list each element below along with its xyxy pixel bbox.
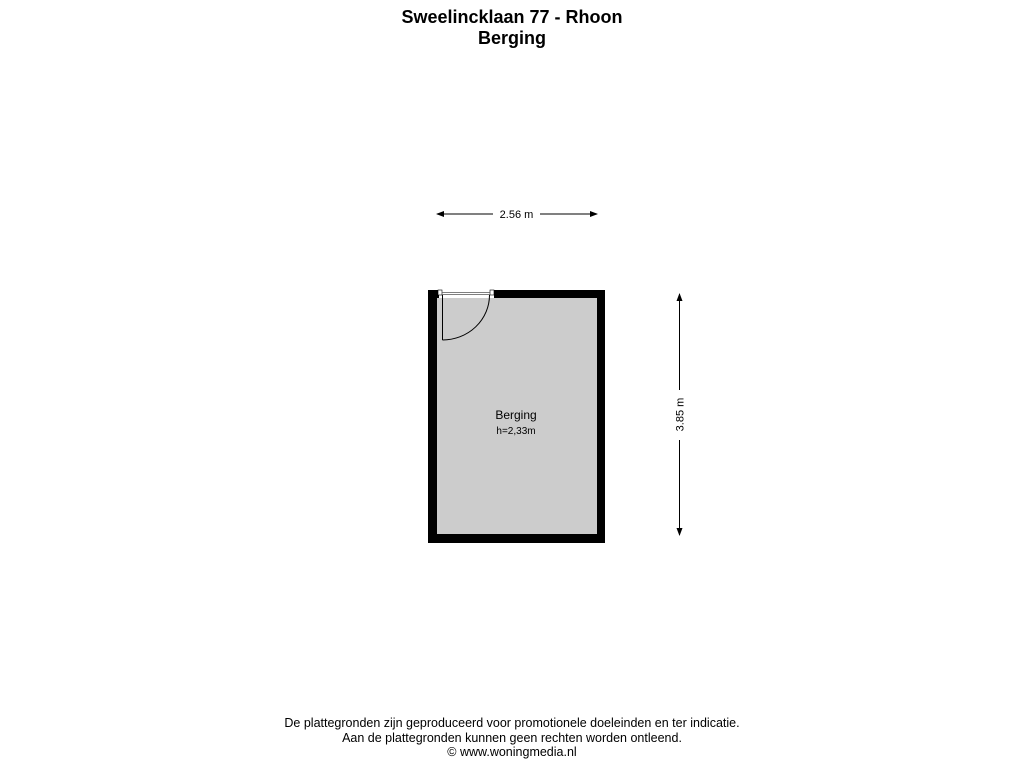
- disclaimer-line-2: Aan de plattegronden kunnen geen rechten worden ontleend.: [342, 731, 682, 745]
- room-height-label: h=2,33m: [496, 426, 536, 437]
- disclaimer-line-1: De plattegronden zijn geproduceerd voor promotionele doeleinden en ter indicatie.: [284, 716, 740, 730]
- copyright-link[interactable]: © www.woningmedia.nl: [447, 745, 577, 759]
- width-dimension: [437, 209, 597, 221]
- page-title: Sweelincklaan 77 - Rhoon: [401, 7, 623, 27]
- depth-dimension-label: 3.85 m: [674, 397, 687, 432]
- depth-dimension: [675, 294, 687, 535]
- floor-title: Berging: [477, 28, 546, 48]
- width-dimension-label: 2.56 m: [499, 209, 534, 221]
- room-label: Berging: [495, 408, 537, 422]
